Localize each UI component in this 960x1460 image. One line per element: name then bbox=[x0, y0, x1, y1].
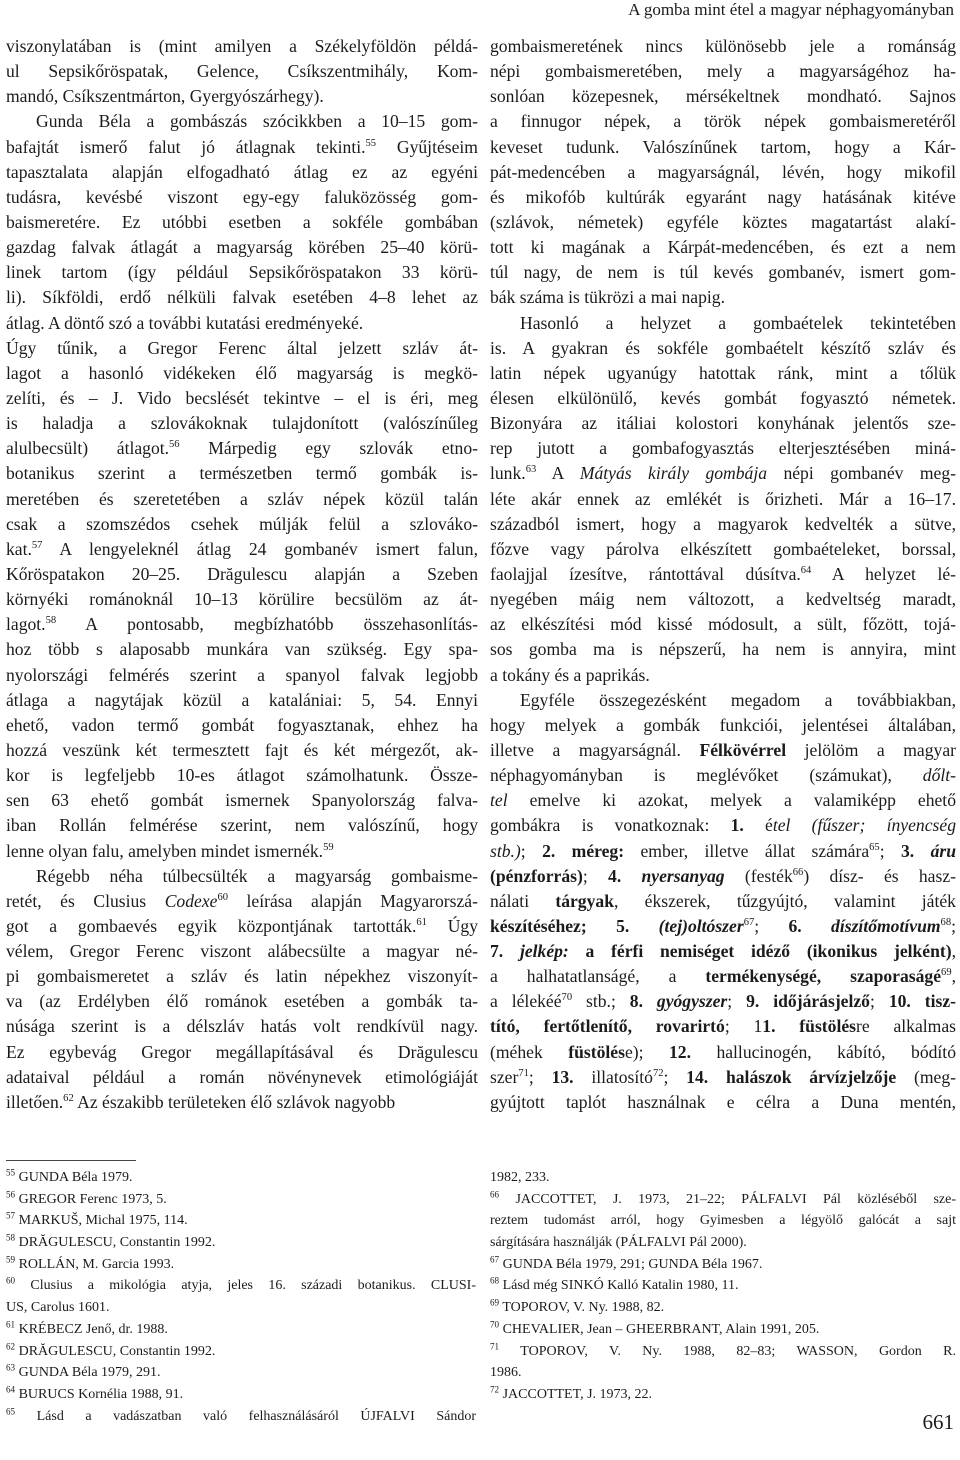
text-line: ehető, vadon termő gombát fogyasztanak, ehhez ha bbox=[6, 714, 478, 735]
text-line: linek tartom (így például Sepsikőröspatakon 33 körü- bbox=[6, 262, 478, 283]
text-line: a lélekéé$^{70}$ stb.; 8. gyógyszer; 9. időjárásjelző; 10. tisz- bbox=[490, 991, 956, 1012]
text-line: zelíti, és – J. Vido becslését tekintve – el is éri, meg bbox=[6, 387, 478, 408]
text-line: hogy melyek a gombák funkciói, jelentései általában, bbox=[490, 714, 956, 735]
text-line: rep jutott a gombafogyasztás elterjesztésében miná- bbox=[490, 438, 956, 459]
text-line: Régebb néha túlbecsülték a magyarság gombaisme- bbox=[36, 865, 478, 886]
text-line: az elkészítési mód kissé módosult, a sült, főzött, tojá- bbox=[490, 614, 956, 635]
text-line: tudásra, kevésbé viszont egy-egy faluközösség gom- bbox=[6, 186, 478, 207]
text-line: baismeretére. Ez utóbbi esetben a sokféle gombában bbox=[6, 211, 478, 232]
text-line: illetően.$^{62}$ Az északibb területeken élő szlávok nagyobb bbox=[6, 1091, 396, 1112]
footnote-line: $^{57}$ MARKUŠ, Michal 1975, 114. bbox=[6, 1210, 188, 1229]
text-line: szer$^{71}$; 13. illatosító$^{72}$; 14. halászok árvízjelzője (meg- bbox=[490, 1066, 956, 1087]
text-line: va (az Erdélyben élő románok esetében a gombák ta- bbox=[6, 991, 478, 1012]
text-line: gombákra is vonatkoznak: 1. étel (fűszer; ínyencség bbox=[490, 815, 956, 836]
footnote-line: $^{62}$ DRĂGULESCU, Constantin 1992. bbox=[6, 1340, 216, 1359]
footnote-line: $^{56}$ GREGOR Ferenc 1973, 5. bbox=[6, 1189, 167, 1207]
footnote-line: $^{70}$ CHEVALIER, Jean – GHEERBRANT, Alain 1991, 205. bbox=[490, 1319, 820, 1337]
text-line: bák száma is tükrözi a mai napig. bbox=[490, 287, 725, 308]
text-line: iban Rollán felmérése szerint, nem valószínű, hogy bbox=[6, 815, 478, 836]
right-column bbox=[490, 34, 956, 1115]
text-line: a halhatatlanságé, a termékenységé, szaporaságé$^{69}$, bbox=[490, 966, 956, 987]
text-line: átlag. A döntő szó a további kutatási eredményeké. bbox=[6, 312, 364, 333]
text-line: néphagyományban is meglévőket (számukat), dőlt- bbox=[490, 765, 956, 786]
text-line: mandó, Csíkszentmárton, Gyergyószárhegy). bbox=[6, 86, 324, 107]
footnote-divider bbox=[6, 1160, 136, 1161]
text-line: got a gombaevés egyik központjának tartották.$^{61}$ Úgy bbox=[6, 915, 478, 936]
text-line: nálati tárgyak, ékszerek, tűzgyújtó, valamint játék bbox=[490, 890, 956, 911]
text-line: hozzá veszünk két termesztett fajt és két mérgezőt, ak- bbox=[6, 739, 478, 760]
footnote-line: $^{69}$ TOPOROV, V. Ny. 1988, 82. bbox=[490, 1297, 665, 1316]
footnote-line: $^{58}$ DRĂGULESCU, Constantin 1992. bbox=[6, 1232, 216, 1251]
text-line: vélem, Gregor Ferenc viszont alábecsülte a magyar né- bbox=[6, 941, 478, 962]
text-line: tel emelve ki azokat, melyek a valamiképp ehető bbox=[490, 790, 956, 811]
text-line: sos gomba ma is népszerű, ha nem is annyira, mint bbox=[490, 639, 956, 660]
page-number: 661 bbox=[922, 1410, 954, 1434]
text-line: csak a szomszédos csehek múlják felül a szlováko- bbox=[6, 513, 478, 534]
footnote-line: 1982, 233. bbox=[490, 1170, 550, 1185]
text-line: átlaga a nagytájak közül a katalániai: 5, 54. Ennyi bbox=[6, 689, 478, 710]
text-line: Bizonyára az itáliai kolostori konyhának jelentős sze- bbox=[490, 413, 956, 434]
text-line: viszonylatában is (mint amilyen a Székelyföldön példá- bbox=[6, 36, 478, 56]
text-line: gombaismeretének nincs különösebb jele a románság bbox=[490, 36, 956, 56]
text-line: léte akár ennek az emlékét is őrizheti. Már a 16–17. bbox=[490, 488, 956, 509]
text-line: lunk.$^{63}$ A Mátyás király gombája népi gombanév meg- bbox=[490, 463, 956, 484]
text-line: núsága szerint is a délszláv hatás volt rendkívül nagy. bbox=[6, 1016, 478, 1037]
text-line: stb.); 2. méreg: ember, illetve állat számára$^{65}$; 3. áru bbox=[490, 840, 957, 861]
text-line: századból ismert, hogy a magyarok kedvelték a sütve, bbox=[490, 513, 956, 534]
text-line: hoz több s alaposabb munkára van szükség. Egy spa- bbox=[6, 639, 478, 660]
text-line: a tokány és a paprikás. bbox=[490, 664, 650, 685]
text-line: Úgy tűnik, a Gregor Ferenc által jelzett szláv át- bbox=[6, 337, 478, 358]
text-line: kat.$^{57}$ A lengyeleknél átlag 24 gombanév ismert falun, bbox=[6, 538, 478, 559]
text-line: faolajjal ízesítve, rántottával dúsítva.$^{64}$ A helyzet lé- bbox=[490, 563, 956, 584]
text-line: Gunda Béla a gombászás szócikkben a 10–15 gom- bbox=[36, 111, 478, 132]
footnote-line: $^{67}$ GUNDA Béla 1979, 291; GUNDA Béla 1967. bbox=[490, 1254, 763, 1272]
text-line: a finnugor népek, a török népek gombaismeretéről bbox=[490, 111, 956, 132]
footnote-line: $^{61}$ KRÉBECZ Jenő, dr. 1988. bbox=[6, 1319, 168, 1337]
text-line: tító, fertőtlenítő, rovarirtó; 11. füstölésre alkalmas bbox=[490, 1016, 956, 1037]
text-line: főzve vagy párolva elkészített gombaételeket, borssal, bbox=[490, 538, 956, 559]
footnote-line: $^{59}$ ROLLÁN, M. Garcia 1993. bbox=[6, 1254, 175, 1272]
footnote-line: $^{66}$ JACCOTTET, J. 1973, 21–22; PÁLFALVI Pál közléséből sze- bbox=[490, 1189, 956, 1207]
text-line: alulbecsült) átlagot.$^{56}$ Márpedig egy szlovák etno- bbox=[6, 438, 478, 459]
text-line: pi gombaismeretet a szláv és latin népekhez viszonyít- bbox=[6, 966, 478, 987]
text-line: sonlóan közepesnek, mérsékeltnek mondható. Sajnos bbox=[490, 86, 956, 107]
text-line: kor is legfeljebb 10-es átlagot számolhatunk. Össze- bbox=[6, 765, 478, 786]
text-line: tott ki magának a Kárpát-medencében, és ezt a nem bbox=[490, 237, 956, 258]
text-line: készítéséhez; 5. (tej)oltószer$^{67}$; 6. díszítőmotívum$^{68}$; bbox=[490, 915, 956, 936]
text-line: meretében és szeretetében a szláv népek közül talán bbox=[6, 488, 478, 509]
text-line: (szlávok, németek) egyféle köztes magatartást alakí- bbox=[490, 211, 956, 232]
text-line: is. A gyakran és sokféle gombaételt készítő szláv és bbox=[490, 337, 956, 358]
text-line: lenne olyan falu, amelyben mindet ismernék.$^{59}$ bbox=[6, 840, 334, 861]
text-line: pát-medencében a magyarságnál, lévén, hogy mikofil bbox=[490, 161, 956, 182]
text-line: is haladja a szlovákoknak tulajdonított (valószínűleg bbox=[6, 413, 478, 434]
footnote-line: $^{72}$ JACCOTTET, J. 1973, 22. bbox=[490, 1384, 653, 1402]
text-line: (méhek füstölése); 12. hallucinogén, kábító, bódító bbox=[490, 1041, 956, 1062]
footnote-line: $^{64}$ BURUCS Kornélia 1988, 91. bbox=[6, 1384, 184, 1402]
text-line: ul Sepsikőröspatak, Gelence, Csíkszentmihály, Kom- bbox=[6, 61, 478, 82]
footnote-line: $^{65}$ Lásd a vadászatban való felhasználásáról ÚJFALVI Sándor bbox=[6, 1405, 476, 1424]
text-line: tapasztalata alapján elfogadható átlag ez az egyéni bbox=[6, 161, 478, 182]
text-line: bafajtát ismerő falut jó átlagnak tekinti.$^{55}$ Gyűjtéseim bbox=[6, 136, 478, 157]
text-line: retét, és Clusius Codexe$^{60}$ leírása alapján Magyarorszá- bbox=[6, 890, 478, 911]
text-line: és mikofób kultúrák egyaránt nagy hatásának kitéve bbox=[490, 186, 956, 207]
text-line: gyújtott taplót használnak e célra a Duna mentén, bbox=[490, 1091, 956, 1112]
footnote-line: $^{63}$ GUNDA Béla 1979, 291. bbox=[6, 1362, 161, 1381]
footnotes-left bbox=[6, 1167, 476, 1427]
footnotes-right bbox=[490, 1167, 956, 1406]
footnote-line: $^{71}$ TOPOROV, V. Ny. 1988, 82–83; WASSON, Gordon R. bbox=[490, 1340, 956, 1359]
text-line: lagot.$^{58}$ A pontosabb, megbízhatóbb összehasonlítás- bbox=[6, 614, 478, 635]
text-line: Kőröspatakon 20–25. Drăgulescu alapján a Szeben bbox=[6, 563, 478, 584]
text-line: keveset tudunk. Valószínűnek tartom, hogy a Kár- bbox=[490, 136, 956, 157]
footnote-line: US, Carolus 1601. bbox=[6, 1300, 110, 1316]
left-column bbox=[6, 34, 478, 1115]
text-line: adataival például a román növénynevek etimológiáját bbox=[6, 1066, 478, 1087]
text-line: túl nagy, de nem is túl kevés gombanév, ismert gom- bbox=[490, 262, 956, 283]
text-line: nyegében máig nem változott, a kedveltség maradt, bbox=[490, 589, 956, 610]
text-line: nyolországi felmérés szerint a spanyol falvak legjobb bbox=[6, 664, 478, 685]
text-line: sen 63 ehető gombát ismernek Spanyolország falva- bbox=[6, 790, 478, 811]
text-line: Egyféle összegezésként megadom a továbbiakban, bbox=[520, 689, 956, 710]
text-line: élesen elkülönülő, kevés gombát fogyasztó németek. bbox=[490, 387, 956, 408]
text-line: népi gombaismeretében, mely a magyarságéhoz ha- bbox=[490, 61, 956, 82]
text-line: Hasonló a helyzet a gombaételek tekintetében bbox=[520, 312, 956, 333]
text-line: botanikus szerint a természetben termő gombák is- bbox=[6, 463, 478, 484]
footnote-line: reztem tudomást arról, hogy Gyimesben a légyölő galócát a sajt bbox=[490, 1213, 956, 1229]
text-line: illetve a magyarságnál. Félkövérrel jelölöm a magyar bbox=[490, 739, 957, 760]
footnote-line: 1986. bbox=[490, 1365, 522, 1381]
text-line: lagot a hasonló vidékeken élő magyarság is megkö- bbox=[6, 362, 478, 383]
text-line: környéki románoknál 10–13 körülire becsülöm az át- bbox=[6, 589, 478, 610]
text-line: (pénzforrás); 4. nyersanyag (festék$^{66}$) dísz- és hasz- bbox=[490, 865, 956, 886]
text-line: latin népek ugyanúgy hatottak ránk, mint a tőlük bbox=[490, 362, 956, 383]
footnote-line: $^{60}$ Clusius a mikológia atyja, jeles 16. századi botanikus. CLUSI- bbox=[6, 1275, 476, 1294]
text-line: Ez egybevág Gregor megállapításával és Drăgulescu bbox=[6, 1041, 478, 1062]
footnote-line: $^{55}$ GUNDA Béla 1979. bbox=[6, 1167, 133, 1185]
text-line: li). Síkföldi, erdő nélküli falvak esetében 4–8 lehet az bbox=[6, 287, 478, 308]
footnote-line: sárgítására használják (PÁLFALVI Pál 2000). bbox=[490, 1235, 747, 1251]
text-line: gazdag falvak átlagát a magyarság körében 25–40 körü- bbox=[6, 237, 478, 258]
text-line: 7. jelkép: a férfi nemiséget idéző (ikonikus jelként), bbox=[490, 941, 957, 962]
running-header: A gomba mint étel a magyar néphagyományban bbox=[628, 0, 954, 19]
footnote-line: $^{68}$ Lásd még SINKÓ Kalló Katalin 1980, 11. bbox=[490, 1275, 739, 1294]
